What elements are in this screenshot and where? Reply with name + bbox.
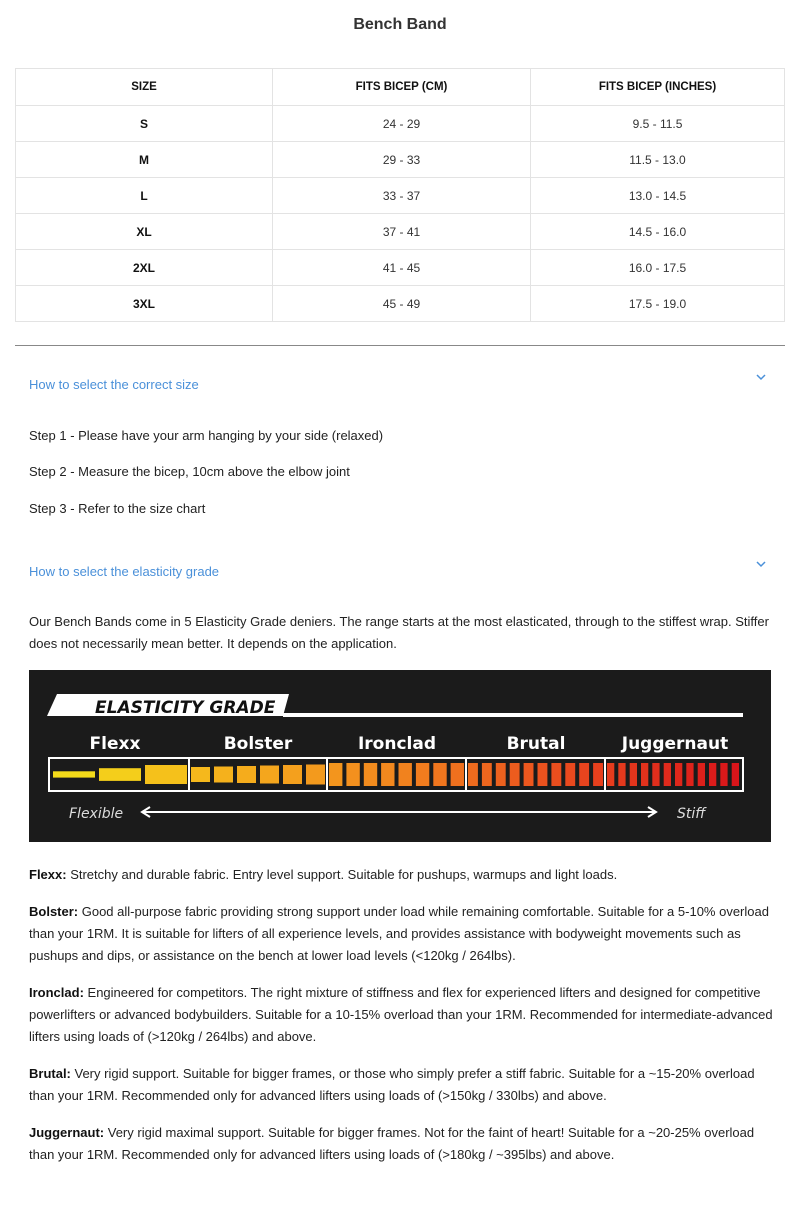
scale-segment — [306, 765, 325, 785]
table-row — [16, 286, 785, 322]
size-step-2: Step 2 - Measure the bicep, 10cm above the elbow joint — [29, 464, 350, 479]
inches-cell: 13.0 - 14.5 — [531, 178, 785, 214]
scale-segment — [675, 763, 682, 786]
scale-segment — [260, 766, 279, 784]
grade-text-flexx: Stretchy and durable fabric. Entry level support. Suitable for pushups, warmups and light loads. — [66, 867, 618, 882]
scale-segment — [524, 763, 534, 786]
size-cell: XL — [16, 214, 273, 250]
scale-segment — [346, 763, 359, 786]
scale-segment — [709, 763, 716, 786]
cm-cell: 33 - 37 — [273, 178, 531, 214]
table-row — [16, 106, 785, 142]
elasticity-grade-svg — [29, 670, 771, 842]
scale-segment — [732, 763, 739, 786]
cm-cell: 41 - 45 — [273, 250, 531, 286]
scale-segment — [652, 763, 659, 786]
size-cell: M — [16, 142, 273, 178]
title-underline — [283, 713, 743, 717]
table-row — [16, 142, 785, 178]
elasticity-grade-graphic — [29, 670, 771, 842]
size-step-3: Step 3 - Refer to the size chart — [29, 501, 206, 516]
table-row — [16, 214, 785, 250]
scale-segment — [237, 766, 256, 783]
scale-segment — [510, 763, 520, 786]
grade-label-juggernaut: Juggernaut — [621, 734, 729, 754]
section-divider — [15, 345, 785, 346]
grade-text-juggernaut: Very rigid maximal support. Suitable for bigger frames. Not for the faint of heart! Suitable for a ~20-25% overload than your 1RM. Recommended only for advanced lifters using loads of (>180kg / ~395lbs) and above. — [29, 1125, 755, 1162]
size-cell: 3XL — [16, 286, 273, 322]
cm-cell: 29 - 33 — [273, 142, 531, 178]
grade-desc-juggernaut — [29, 1122, 774, 1166]
scale-segment — [145, 765, 187, 784]
stiff-label: Stiff — [677, 806, 706, 822]
scale-segment — [364, 763, 377, 786]
grade-label-bolster: Bolster — [223, 734, 293, 754]
scale-segment — [53, 771, 95, 777]
inches-cell: 17.5 - 19.0 — [531, 286, 785, 322]
scale-segment — [686, 763, 693, 786]
flexible-label: Flexible — [69, 806, 124, 822]
elasticity-intro: Our Bench Bands come in 5 Elasticity Grade deniers. The range starts at the most elasticated, through to the stiffest wrap. Stiffer does not necessarily mean better. It depends on the application. — [29, 614, 769, 651]
size-cell: 2XL — [16, 250, 273, 286]
grade-label-ironclad: Ironclad — [357, 734, 437, 754]
scale-segment — [482, 763, 492, 786]
scale-segment — [99, 768, 141, 781]
cm-cell: 37 - 41 — [273, 214, 531, 250]
size-step-1: Step 1 - Please have your arm hanging by your side (relaxed) — [29, 428, 384, 443]
grade-desc-bolster — [29, 901, 774, 967]
chevron-down-icon[interactable] — [755, 371, 767, 383]
page-title: Bench Band — [353, 16, 447, 33]
table-row — [16, 178, 785, 214]
column-header-inches: FITS BICEP (INCHES) — [531, 69, 785, 106]
scale-segment — [416, 763, 429, 786]
scale-segment — [468, 763, 478, 786]
scale-segment — [399, 763, 412, 786]
grade-name-brutal: Brutal: — [29, 1066, 71, 1081]
scale-segment — [496, 763, 506, 786]
size-cell: S — [16, 106, 273, 142]
scale-segment — [538, 763, 548, 786]
grade-label-brutal: Brutal — [506, 734, 566, 754]
accordion-elasticity-header[interactable] — [29, 564, 771, 584]
inches-cell: 16.0 - 17.5 — [531, 250, 785, 286]
grade-desc-brutal — [29, 1063, 774, 1107]
size-cell: L — [16, 178, 273, 214]
scale-segment — [664, 763, 671, 786]
scale-segment — [607, 763, 614, 786]
scale-segment — [329, 763, 342, 786]
accordion-size-header[interactable] — [29, 377, 771, 397]
chevron-down-icon[interactable] — [755, 558, 767, 570]
grade-name-ironclad: Ironclad: — [29, 985, 84, 1000]
scale-segment — [641, 763, 648, 786]
accordion-size-title[interactable]: How to select the correct size — [29, 377, 199, 392]
grade-desc-ironclad — [29, 982, 774, 1048]
scale-segment — [214, 767, 233, 783]
grade-name-flexx: Flexx: — [29, 867, 67, 882]
scale-segment — [618, 763, 625, 786]
scale-segment — [451, 763, 464, 786]
grade-text-brutal: Very rigid support. Suitable for bigger frames, or those who simply prefer a stiff fabric. Suitable for a ~15-20% overload than your 1RM. Recommended only for advanced lifters using loads of (>150kg / 330lbs) and above. — [29, 1066, 755, 1103]
cm-cell: 24 - 29 — [273, 106, 531, 142]
double-arrow-icon — [142, 807, 656, 817]
scale-segment — [565, 763, 575, 786]
grade-label-flexx: Flexx — [89, 734, 141, 754]
inches-cell: 11.5 - 13.0 — [531, 142, 785, 178]
scale-segment — [593, 763, 603, 786]
scale-segment — [191, 767, 210, 782]
graphic-title: ELASTICITY GRADE — [95, 698, 276, 718]
table-row — [16, 250, 785, 286]
scale-segment — [720, 763, 727, 786]
scale-segment — [433, 763, 446, 786]
scale-segment — [551, 763, 561, 786]
column-header-size: SIZE — [16, 69, 273, 106]
scale-segment — [630, 763, 637, 786]
scale-segment — [579, 763, 589, 786]
grade-desc-flexx — [29, 864, 774, 886]
elasticity-scale-bar — [49, 758, 743, 791]
grade-text-ironclad: Engineered for competitors. The right mixture of stiffness and flex for experienced lifters and designed for competitive powerlifters or advanced bodybuilders. Suitable for a 10-15% overload than your 1RM. Recommended for intermediate-advanced lifters using loads of (>120kg / 264lbs) and above. — [29, 985, 773, 1044]
size-chart-table — [15, 68, 785, 322]
scale-segment — [283, 765, 302, 784]
grade-name-bolster: Bolster: — [29, 904, 79, 919]
inches-cell: 14.5 - 16.0 — [531, 214, 785, 250]
accordion-elasticity-title[interactable]: How to select the elasticity grade — [29, 564, 220, 579]
scale-segment — [381, 763, 394, 786]
column-header-cm: FITS BICEP (CM) — [273, 69, 531, 106]
grade-text-bolster: Good all-purpose fabric providing strong support under load while remaining comfortable. Suitable for a 5-10% overload than your 1RM. It is suitable for lifters of all experience levels, and provides assistance with bodyweight movements such as pushups and dips, or assistance on the bench at lower load levels (<120kg / 264lbs). — [29, 904, 769, 963]
scale-segment — [698, 763, 705, 786]
grade-name-juggernaut: Juggernaut: — [29, 1125, 105, 1140]
cm-cell: 45 - 49 — [273, 286, 531, 322]
inches-cell: 9.5 - 11.5 — [531, 106, 785, 142]
table-header-row — [16, 69, 785, 106]
